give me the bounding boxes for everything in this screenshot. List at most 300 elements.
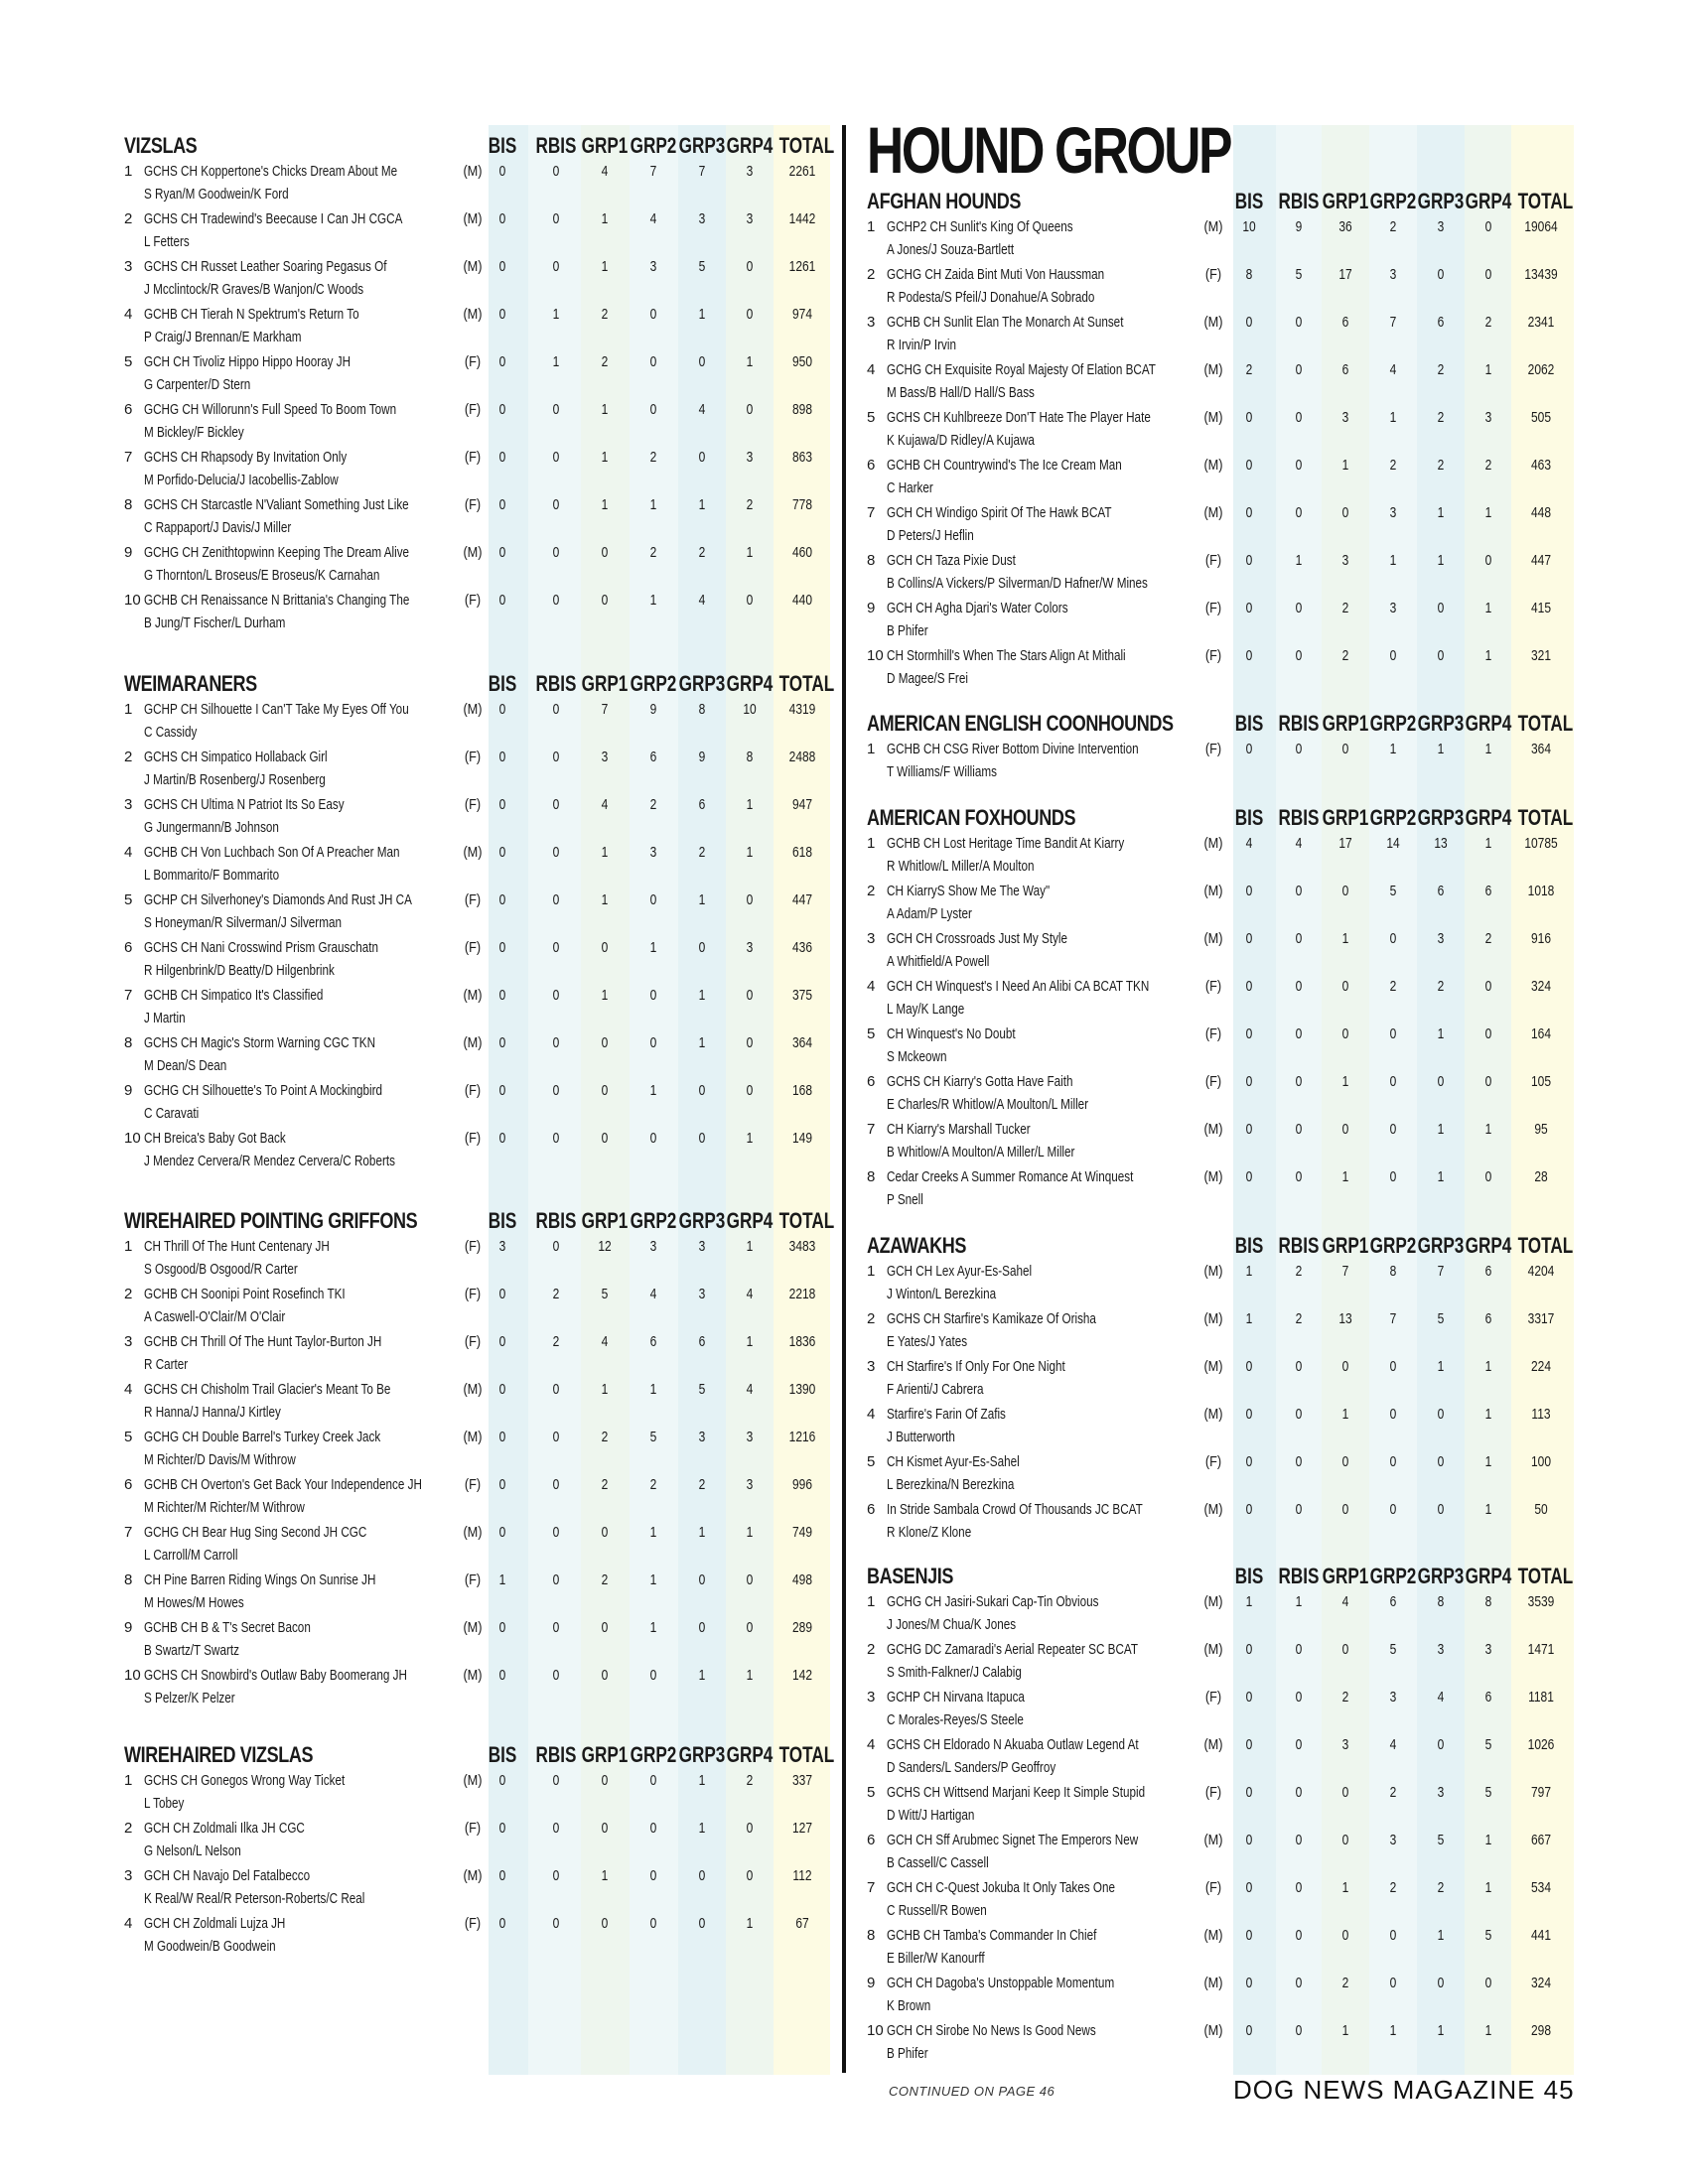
stat-rbis: 1: [1295, 1593, 1303, 1610]
stat-total: 505: [1530, 409, 1552, 426]
stat-grp1: 0: [1341, 1025, 1349, 1042]
owner-names: J Martin/B Rosenberg/J Rosenberg: [144, 771, 326, 788]
owner-names: B Phifer: [887, 2045, 928, 2062]
stat-grp4: 3: [746, 449, 754, 466]
dog-name: GCH CH Zoldmali Ilka JH CGC: [144, 1820, 305, 1837]
breed-title: WIREHAIRED POINTING GRIFFONS: [124, 1208, 418, 1233]
stat-bis: 1: [1245, 1263, 1253, 1280]
stat-total: 916: [1530, 930, 1552, 947]
dog-name: GCHB CH Tamba's Commander In Chief: [887, 1927, 1097, 1944]
stat-rbis: 0: [1295, 1121, 1303, 1138]
stat-rbis: 0: [1295, 1736, 1303, 1753]
breed-section: [0, 1233, 1688, 1547]
stat-grp4: 1: [746, 1524, 754, 1541]
dog-name: GCHS CH Ultima N Patriot Its So Easy: [144, 796, 345, 813]
owner-names: D Peters/J Heflin: [887, 527, 974, 544]
stat-grp3: 9: [698, 749, 706, 765]
owner-names: G Jungermann/B Johnson: [144, 819, 279, 836]
stat-grp3: 0: [1437, 266, 1445, 283]
sex-marker: (F): [1204, 978, 1222, 995]
column-header-rbis: RBIS: [535, 1208, 577, 1233]
owner-names: E Charles/R Whitlow/A Moulton/L Miller: [887, 1096, 1089, 1113]
stat-grp3: 2: [1437, 409, 1445, 426]
owner-names: S Mckeown: [887, 1048, 947, 1065]
dog-name: GCH CH Windigo Spirit Of The Hawk BCAT: [887, 504, 1112, 521]
dog-name: GCHS CH Magic's Storm Warning CGC TKN: [144, 1034, 376, 1051]
stat-grp3: 2: [1437, 978, 1445, 995]
stat-total: 95: [1534, 1121, 1548, 1138]
column-header-grp1: GRP1: [581, 1742, 629, 1767]
stat-grp3: 1: [698, 1524, 706, 1541]
sex-marker: (M): [1203, 1975, 1223, 1991]
rank-number: 4: [124, 1915, 133, 1932]
stat-rbis: 0: [552, 1238, 560, 1255]
rank-number: 1: [867, 1263, 876, 1280]
owner-names: J Winton/L Berezkina: [887, 1286, 997, 1302]
stat-grp1: 0: [601, 1915, 609, 1932]
sex-marker: (M): [463, 1429, 483, 1445]
owner-names: E Biller/W Kanourff: [887, 1950, 985, 1967]
stat-bis: 0: [498, 163, 506, 180]
stat-rbis: 0: [1295, 1832, 1303, 1848]
stat-total: 164: [1530, 1025, 1552, 1042]
stat-bis: 1: [1245, 1593, 1253, 1610]
sex-marker: (M): [1203, 930, 1223, 947]
stat-bis: 0: [1245, 1025, 1253, 1042]
stat-total: 4204: [1527, 1263, 1555, 1280]
page-footer: DOG NEWS MAGAZINE 45: [1233, 2075, 1575, 2105]
rank-number: 3: [124, 1867, 133, 1884]
stat-bis: 0: [1245, 930, 1253, 947]
rank-number: 10: [124, 1667, 141, 1684]
rank-number: 5: [867, 1025, 876, 1042]
stat-grp2: 7: [1389, 1310, 1397, 1327]
sex-marker: (M): [1203, 409, 1223, 426]
column-header-rbis: RBIS: [1278, 711, 1320, 736]
dog-name: GCH CH Winquest's I Need An Alibi CA BCAT TKN: [887, 978, 1150, 995]
rank-number: 10: [124, 1130, 141, 1147]
stat-grp2: 1: [1389, 741, 1397, 757]
stat-total: 10785: [1524, 835, 1558, 852]
dog-name: CH Kismet Ayur-Es-Sahel: [887, 1453, 1020, 1470]
stat-grp2: 0: [649, 891, 657, 908]
stat-grp3: 1: [698, 987, 706, 1004]
rank-number: 1: [867, 1593, 876, 1610]
stat-total: 142: [791, 1667, 813, 1684]
stat-total: 375: [791, 987, 813, 1004]
stat-bis: 0: [498, 891, 506, 908]
stat-grp3: 0: [698, 1571, 706, 1588]
dog-name: CH Winquest's No Doubt: [887, 1025, 1016, 1042]
stat-total: 534: [1530, 1879, 1552, 1896]
stat-grp2: 0: [649, 353, 657, 370]
stat-grp2: 1: [1389, 552, 1397, 569]
sex-marker: (M): [463, 1381, 483, 1398]
owner-names: B Swartz/T Swartz: [144, 1642, 240, 1659]
stat-grp3: 1: [698, 1034, 706, 1051]
stat-grp1: 2: [1341, 1689, 1349, 1706]
owner-names: A Jones/J Souza-Bartlett: [887, 241, 1015, 258]
rank-number: 4: [867, 1406, 876, 1423]
stat-rbis: 0: [552, 1524, 560, 1541]
stat-grp2: 1: [649, 1381, 657, 1398]
stat-grp2: 0: [649, 1867, 657, 1884]
section-header: [0, 189, 1688, 216]
stat-bis: 0: [1245, 1406, 1253, 1423]
stat-grp4: 1: [1484, 1406, 1492, 1423]
stat-grp4: 8: [1484, 1593, 1492, 1610]
stat-bis: 2: [1245, 361, 1253, 378]
stat-grp3: 3: [1437, 1641, 1445, 1658]
stat-rbis: 0: [1295, 1358, 1303, 1375]
sex-marker: (M): [463, 1867, 483, 1884]
stat-bis: 0: [1245, 1927, 1253, 1944]
stat-grp3: 2: [698, 1476, 706, 1493]
stat-grp2: 0: [649, 1130, 657, 1147]
stat-grp4: 0: [746, 1082, 754, 1099]
stat-grp1: 0: [1341, 1121, 1349, 1138]
stat-rbis: 0: [552, 844, 560, 861]
stat-rbis: 0: [1295, 314, 1303, 331]
column-header-rbis: RBIS: [1278, 189, 1320, 213]
rank-number: 4: [124, 1381, 133, 1398]
sex-marker: (M): [1203, 1168, 1223, 1185]
stat-grp1: 2: [1341, 1975, 1349, 1991]
table-row: [0, 1782, 1688, 1830]
stat-grp3: 3: [1437, 930, 1445, 947]
stat-grp1: 0: [1341, 1453, 1349, 1470]
dog-name: GCHB CH Countrywind's The Ice Cream Man: [887, 457, 1122, 474]
stat-total: 947: [791, 796, 813, 813]
stat-grp3: 0: [698, 449, 706, 466]
stat-grp2: 2: [649, 544, 657, 561]
dog-name: GCHG CH Willorunn's Full Speed To Boom Town: [144, 401, 397, 418]
dog-name: GCHB CH Sunlit Elan The Monarch At Sunset: [887, 314, 1124, 331]
stat-grp1: 0: [1341, 1501, 1349, 1518]
column-header-grp1: GRP1: [1322, 189, 1369, 213]
stat-bis: 0: [498, 544, 506, 561]
rank-number: 2: [124, 749, 133, 765]
stat-grp4: 0: [1484, 552, 1492, 569]
owner-names: B Phifer: [887, 622, 928, 639]
owner-names: R Podesta/S Pfeil/J Donahue/A Sobrado: [887, 289, 1095, 306]
column-header-grp1: GRP1: [1322, 1233, 1369, 1258]
stat-grp4: 1: [1484, 504, 1492, 521]
sex-marker: (M): [463, 258, 483, 275]
stat-grp3: 0: [1437, 1453, 1445, 1470]
owner-names: R Hilgenbrink/D Beatty/D Hilgenbrink: [144, 962, 335, 979]
stat-grp1: 0: [601, 939, 609, 956]
owner-names: J Butterworth: [887, 1429, 955, 1445]
stat-grp3: 0: [698, 939, 706, 956]
stat-rbis: 0: [552, 1820, 560, 1837]
stat-bis: 0: [1245, 504, 1253, 521]
stat-grp4: 1: [1484, 835, 1492, 852]
stat-grp4: 0: [1484, 1975, 1492, 1991]
stat-bis: 0: [1245, 457, 1253, 474]
dog-name: GCHS CH Eldorado N Akuaba Outlaw Legend At: [887, 1736, 1139, 1753]
column-header-total: TOTAL: [778, 133, 835, 158]
dog-name: GCHS CH Simpatico Hollaback Girl: [144, 749, 328, 765]
stat-grp4: 0: [746, 1820, 754, 1837]
stat-grp1: 1: [1341, 1168, 1349, 1185]
table-row: [0, 976, 1688, 1024]
owner-names: M Richter/M Richter/M Withrow: [144, 1499, 305, 1516]
owner-names: C Caravati: [144, 1105, 200, 1122]
table-row: [0, 1687, 1688, 1734]
stat-total: 1181: [1528, 1689, 1554, 1706]
stat-grp1: 2: [601, 1476, 609, 1493]
sex-marker: (M): [463, 210, 483, 227]
stat-rbis: 0: [1295, 978, 1303, 995]
stat-grp1: 2: [601, 353, 609, 370]
breed-title: AZAWAKHS: [867, 1233, 966, 1258]
stat-grp4: 6: [1484, 1689, 1492, 1706]
column-header-grp2: GRP2: [630, 133, 677, 158]
rank-number: 3: [124, 796, 133, 813]
stat-grp3: 3: [698, 1238, 706, 1255]
rank-number: 3: [124, 1333, 133, 1350]
owner-names: S Ryan/M Goodwein/K Ford: [144, 186, 289, 203]
column-header-bis: BIS: [1234, 189, 1264, 213]
stat-rbis: 0: [1295, 1784, 1303, 1801]
table-row: [0, 1734, 1688, 1782]
stat-grp2: 6: [649, 1333, 657, 1350]
stat-grp1: 17: [1338, 266, 1352, 283]
dog-name: GCHS CH Gonegos Wrong Way Ticket: [144, 1772, 346, 1789]
stat-grp2: 3: [649, 1238, 657, 1255]
stat-grp2: 1: [649, 1619, 657, 1636]
stat-grp3: 1: [1437, 1121, 1445, 1138]
sex-marker: (M): [463, 844, 483, 861]
stat-grp3: 0: [698, 1130, 706, 1147]
stat-bis: 10: [1242, 218, 1256, 235]
stat-rbis: 4: [1295, 835, 1303, 852]
column-header-bis: BIS: [1234, 711, 1264, 736]
column-header-rbis: RBIS: [535, 133, 577, 158]
stat-bis: 0: [498, 1619, 506, 1636]
dog-name: GCHP CH Silhouette I Can'T Take My Eyes Off You: [144, 701, 409, 718]
stat-bis: 0: [498, 1130, 506, 1147]
stat-grp4: 3: [746, 210, 754, 227]
stat-bis: 0: [1245, 552, 1253, 569]
table-row: [0, 1071, 1688, 1119]
stat-grp2: 14: [1386, 835, 1400, 852]
stat-bis: 0: [1245, 1784, 1253, 1801]
stat-grp2: 0: [649, 1034, 657, 1051]
stat-grp1: 0: [601, 1619, 609, 1636]
stat-grp4: 6: [1484, 1263, 1492, 1280]
stat-grp3: 4: [698, 592, 706, 609]
stat-bis: 0: [498, 496, 506, 513]
stat-grp4: 2: [1484, 314, 1492, 331]
stat-grp1: 6: [1341, 361, 1349, 378]
owner-names: L Berezkina/N Berezkina: [887, 1476, 1015, 1493]
stat-grp3: 3: [698, 1429, 706, 1445]
stat-grp1: 0: [1341, 978, 1349, 995]
stat-rbis: 0: [1295, 1073, 1303, 1090]
sex-marker: (M): [463, 701, 483, 718]
stat-grp1: 6: [1341, 314, 1349, 331]
stat-bis: 0: [1245, 409, 1253, 426]
stat-grp4: 1: [1484, 1453, 1492, 1470]
stat-grp2: 0: [1389, 1975, 1397, 1991]
owner-names: B Collins/A Vickers/P Silverman/D Hafner/W Mines: [887, 575, 1148, 592]
stat-grp1: 4: [601, 163, 609, 180]
stat-total: 1216: [788, 1429, 816, 1445]
sex-marker: (F): [464, 592, 482, 609]
owner-names: K Kujawa/D Ridley/A Kujawa: [887, 432, 1035, 449]
stat-rbis: 0: [552, 401, 560, 418]
sex-marker: (F): [1204, 552, 1222, 569]
stat-total: 996: [791, 1476, 813, 1493]
owner-names: P Craig/J Brennan/E Markham: [144, 329, 302, 345]
stat-grp3: 0: [1437, 647, 1445, 664]
sex-marker: (M): [463, 163, 483, 180]
stat-grp2: 8: [1389, 1263, 1397, 1280]
stat-grp3: 3: [1437, 218, 1445, 235]
dog-name: GCHG CH Zenithtopwinn Keeping The Dream Alive: [144, 544, 410, 561]
stat-grp1: 4: [601, 796, 609, 813]
section-header: [0, 1564, 1688, 1591]
stat-rbis: 0: [1295, 409, 1303, 426]
stat-grp4: 0: [1484, 1073, 1492, 1090]
stat-rbis: 0: [1295, 883, 1303, 899]
stat-bis: 0: [1245, 1073, 1253, 1090]
table-row: [0, 881, 1688, 928]
stat-grp4: 0: [746, 592, 754, 609]
dog-name: GCHS CH Russet Leather Soaring Pegasus Of: [144, 258, 387, 275]
stat-grp4: 0: [746, 1034, 754, 1051]
stat-grp2: 1: [649, 496, 657, 513]
table-row: [0, 1925, 1688, 1973]
stat-bis: 0: [1245, 1736, 1253, 1753]
breed-title: BASENJIS: [867, 1564, 953, 1588]
stat-grp2: 5: [1389, 883, 1397, 899]
owner-names: R Carter: [144, 1356, 189, 1373]
rank-number: 7: [867, 1879, 876, 1896]
table-row: [0, 1166, 1688, 1214]
stat-rbis: 0: [552, 1667, 560, 1684]
sex-marker: (F): [464, 401, 482, 418]
stat-bis: 0: [1245, 600, 1253, 616]
stat-grp1: 0: [1341, 1927, 1349, 1944]
stat-total: 364: [1530, 741, 1552, 757]
stat-total: 168: [791, 1082, 813, 1099]
stat-grp3: 0: [1437, 1501, 1445, 1518]
stat-grp4: 0: [1484, 218, 1492, 235]
stat-grp1: 3: [1341, 552, 1349, 569]
dog-name: Starfire's Farin Of Zafis: [887, 1406, 1006, 1423]
sex-marker: (F): [464, 1333, 482, 1350]
dog-name: GCH CH Tivoliz Hippo Hippo Hooray JH: [144, 353, 352, 370]
dog-name: CH KiarryS Show Me The Way": [887, 883, 1051, 899]
stat-rbis: 0: [552, 1772, 560, 1789]
stat-bis: 0: [498, 1772, 506, 1789]
sex-marker: (M): [463, 1034, 483, 1051]
rank-number: 9: [124, 544, 133, 561]
stat-rbis: 0: [1295, 504, 1303, 521]
sex-marker: (F): [464, 449, 482, 466]
rank-number: 7: [124, 449, 133, 466]
stat-total: 460: [791, 544, 813, 561]
stat-total: 13439: [1524, 266, 1558, 283]
rank-number: 1: [867, 741, 876, 757]
stat-bis: 0: [1245, 1689, 1253, 1706]
stat-total: 112: [792, 1867, 812, 1884]
stat-grp4: 8: [746, 749, 754, 765]
stat-grp1: 7: [1341, 1263, 1349, 1280]
stat-grp2: 3: [649, 844, 657, 861]
owner-names: B Whitlow/A Moulton/A Miller/L Miller: [887, 1144, 1075, 1160]
stat-grp3: 0: [1437, 600, 1445, 616]
owner-names: G Carpenter/D Stern: [144, 376, 251, 393]
rank-number: 8: [867, 1168, 876, 1185]
stat-rbis: 0: [1295, 457, 1303, 474]
sex-marker: (M): [1203, 1263, 1223, 1280]
stat-grp1: 1: [1341, 930, 1349, 947]
owner-names: B Jung/T Fischer/L Durham: [144, 614, 286, 631]
table-row: [0, 264, 1688, 312]
stat-grp1: 0: [601, 1034, 609, 1051]
sex-marker: (M): [1203, 1358, 1223, 1375]
dog-name: GCHS CH Wittsend Marjani Keep It Simple Stupid: [887, 1784, 1146, 1801]
rank-number: 7: [124, 1524, 133, 1541]
stat-total: 289: [791, 1619, 813, 1636]
sex-marker: (F): [1204, 1025, 1222, 1042]
stat-grp4: 1: [1484, 741, 1492, 757]
stat-bis: 0: [498, 1381, 506, 1398]
rank-number: 8: [124, 1571, 133, 1588]
rank-number: 1: [867, 218, 876, 235]
sex-marker: (F): [1204, 600, 1222, 616]
column-header-grp1: GRP1: [581, 1208, 629, 1233]
table-row: [0, 1451, 1688, 1499]
dog-name: In Stride Sambala Crowd Of Thousands JC BCAT: [887, 1501, 1143, 1518]
stat-rbis: 2: [1295, 1310, 1303, 1327]
stat-total: 321: [1530, 647, 1552, 664]
stat-bis: 0: [1245, 1879, 1253, 1896]
rank-number: 5: [867, 1784, 876, 1801]
stat-total: 498: [791, 1571, 813, 1588]
stat-grp2: 6: [1389, 1593, 1397, 1610]
stat-grp2: 0: [649, 1915, 657, 1932]
stat-rbis: 0: [552, 939, 560, 956]
dog-name: GCHB CH Tierah N Spektrum's Return To: [144, 306, 359, 323]
rank-number: 4: [867, 361, 876, 378]
rank-number: 6: [124, 939, 133, 956]
stat-rbis: 0: [552, 1130, 560, 1147]
owner-names: K Brown: [887, 1997, 931, 2014]
stat-grp3: 3: [698, 1286, 706, 1302]
stat-rbis: 2: [552, 1333, 560, 1350]
stat-bis: 0: [498, 939, 506, 956]
owner-names: J Mcclintock/R Graves/B Wanjon/C Woods: [144, 281, 364, 298]
column-header-bis: BIS: [488, 1208, 517, 1233]
stat-grp3: 1: [698, 306, 706, 323]
owner-names: D Sanders/L Sanders/P Geoffroy: [887, 1759, 1056, 1776]
dog-name: GCHG DC Zamaradi's Aerial Repeater SC BCAT: [887, 1641, 1139, 1658]
stat-grp1: 0: [601, 1820, 609, 1837]
stat-rbis: 1: [552, 306, 560, 323]
owner-names: G Thornton/L Broseus/E Broseus/K Carnahan: [144, 567, 380, 584]
rank-number: 6: [867, 1501, 876, 1518]
sex-marker: (M): [1203, 218, 1223, 235]
stat-rbis: 0: [552, 891, 560, 908]
stat-total: 224: [1530, 1358, 1552, 1375]
column-header-grp1: GRP1: [581, 133, 629, 158]
stat-grp4: 0: [746, 258, 754, 275]
